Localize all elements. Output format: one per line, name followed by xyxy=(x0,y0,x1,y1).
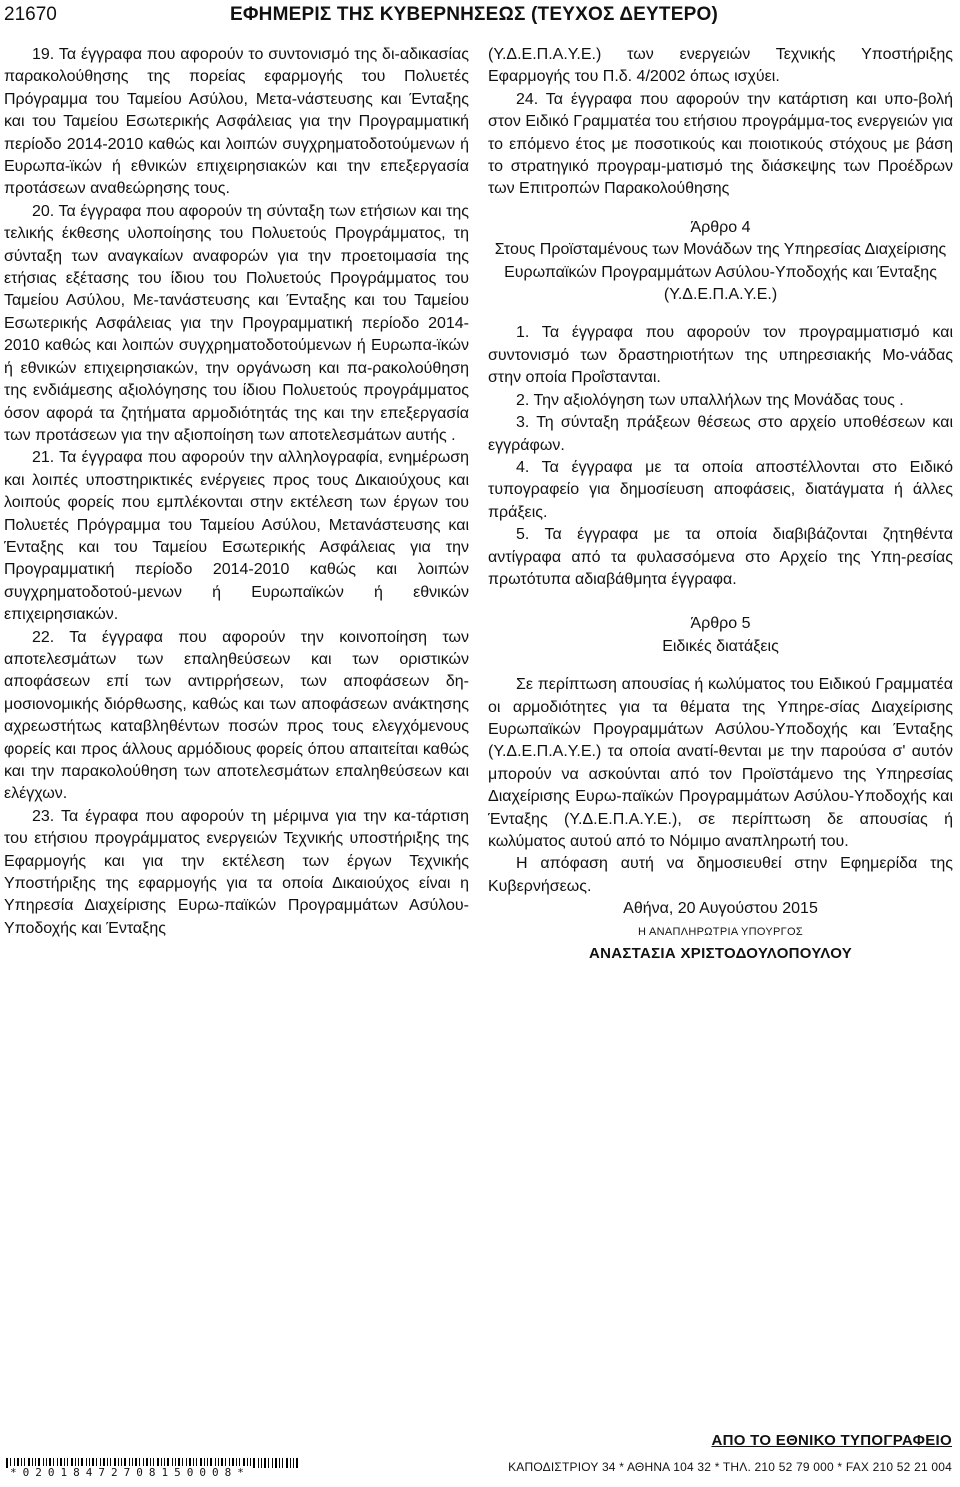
barcode-bar xyxy=(258,1458,259,1468)
article-4-item-2: 2. Την αξιολόγηση των υπαλλήλων της Μονάδας τους . xyxy=(516,391,904,409)
barcode-bar xyxy=(261,1458,262,1468)
paragraph-23-continued: (Υ.Δ.Ε.Π.Α.Υ.Ε.) των ενεργειών Τεχνικής Υποστήριξης Εφαρμογής του Π.δ. 4/2002 όπως ισχύει. xyxy=(488,46,953,86)
barcode-bar xyxy=(282,1458,283,1468)
left-column xyxy=(4,44,469,940)
paragraph-21: 21. Τα έγγραφα που αφορούν την αλληλογραφία, ενημέρωση και λοιπές υποστηρικτικές ενέργειες προς τους Δικαιούχους και λοιπούς φορείς που εμπλέκονται στην εκτέλεση των έργων του Πολυετές Πρόγραμμα του Ταμείου Ασύλου, Μετανάστευσης και Ένταξης και του Ταμείου Εσωτερικής Ασφάλειας για την Προγραμματική περίοδο 2014-2010 καθώς και λοιπών συγχρηματοδοτού-μενων ή Ευρωπαϊκών ή εθνικών επιχειρησιακών. xyxy=(4,449,469,624)
barcode-bar xyxy=(293,1458,294,1468)
article-4-item-4: 4. Τα έγγραφα με τα οποία αποστέλλονται στο Ειδικό τυπογραφείο για δημοσίευση αποφάσεις, διατάγματα ή άλλες πράξεις. xyxy=(488,458,953,521)
barcode-bar xyxy=(253,1458,255,1468)
article-4-item-5: 5. Τα έγγραφα με τα οποία διαβιβάζονται ζητηθέντα αντίγραφα από τα φυλασσόμενα στο Αρχείο της Υπη-ρεσίας πρωτότυπα αδιαβάθμητα έγγραφα. xyxy=(488,526,953,588)
paragraph-23: 23. Τα έγραφα που αφορούν τη μέριμνα για την κα-τάρτιση του ετήσιου προγράμματος ενεργειών Τεχνικής υποστήριξης της Εφαρμογής και για την εκτέλεση των έργων Τεχνικής Υποστήριξης της εφαρμογής για τα οποία Δικαιούχος είναι η Υπηρεσία Διαχείρισης Ευρω-παϊκών Προγραμμάτων Ασύλου-Υποδοχής και Ένταξης xyxy=(4,807,469,937)
signer-name: ΑΝΑΣΤΑΣΙΑ ΧΡΙΣΤΟΔΟΥΛΟΠΟΥΛΟΥ xyxy=(588,945,853,963)
barcode-bar xyxy=(275,1458,277,1468)
barcode-number: *02018472708150008* xyxy=(10,1466,250,1479)
barcode-bar xyxy=(264,1458,266,1468)
paragraph-24: 24. Τα έγγραφα που αφορούν την κατάρτιση και υπο-βολή στον Ειδικό Γραμματέα του ετήσιου προγράμμα-τος ενεργειών για το επόμενο έτος με ποσοτικούς και ποιοτικούς στόχους με βάση το στρατηγικό προγραμ-ματισμό της διάσκεψης των Προέδρων των Επιτροπών Παρακολούθησης xyxy=(488,90,953,198)
barcode-bar xyxy=(290,1458,291,1468)
article-4-subtitle: Στους Προϊσταμένους των Μονάδων της Υπηρεσίας Διαχείρισης Ευρωπαϊκών Προγραμμάτων Ασύλου-Υποδοχής και Ένταξης (Υ.Δ.Ε.Π.Α.Υ.Ε.) xyxy=(494,241,947,304)
printer-address: ΚΑΠΟΔΙΣΤΡΙΟΥ 34 * ΑΘΗΝΑ 104 32 * ΤΗΛ. 210 52 79 000 * FAX 210 52 21 004 xyxy=(508,1460,952,1474)
page-number: 21670 xyxy=(4,4,57,25)
article-4-item-1: 1. Τα έγγραφα που αφορούν τον προγραμματισμό και συντονισμό των δραστηριοτήτων της υπηρεσιακής Μο-νάδας στην οποία Προΐστανται. xyxy=(488,324,953,387)
date-line: Αθήνα, 20 Αυγούστου 2015 xyxy=(623,900,818,918)
article-4-item-3: 3. Τη σύνταξη πράξεων θέσεως στο αρχείο υποθέσεων και εγγράφων. xyxy=(488,414,953,454)
barcode-bar xyxy=(279,1458,280,1468)
article-5-subtitle: Ειδικές διατάξεις xyxy=(662,637,779,655)
paragraph-19: 19. Τα έγγραφα που αφορούν το συντονισμό της δι-αδικασίας παρακολούθησης της πορείας εφαρμογής του Πολυετές Πρόγραμμα του Ταμείου Ασύλου, Μετα-νάστευσης και Ένταξης και του Ταμείου Εσωτερικής Ασφάλειας για την Προγραμματική περίοδο 2014-2010 καθώς και λοιπών συγχρηματοδοτούμενων ή Ευρωπα-ϊκών ή εθνικών επιχειρησιακών και την επεξεργασία προτάσεων αναθεώρησης τους. xyxy=(4,46,469,198)
printer-name: ΑΠΟ ΤΟ ΕΘΝΙΚΟ ΤΥΠΟΓΡΑΦΕΙΟ xyxy=(711,1432,952,1449)
right-column xyxy=(488,44,953,965)
article-5-paragraph-2: Η απόφαση αυτή να δημοσιευθεί στην Εφημερίδα της Κυβερνήσεως. xyxy=(488,855,953,895)
gazette-title: ΕΦΗΜΕΡΙΣ ΤΗΣ ΚΥΒΕΡΝΗΣΕΩΣ (ΤΕΥΧΟΣ ΔΕΥΤΕΡΟ) xyxy=(230,4,718,25)
paragraph-20: 20. Τα έγγραφα που αφορούν τη σύνταξη των ετήσιων και της τελικής έκθεσης υλοποίησης του Πολυετούς Προγράμματος, τη σύνταξη των αναγκαίων αναφορών για την προετοιμασία της ετήσιας εξέτασης του ίδιου του Πολυετούς Προγράμματος του Ταμείου Ασύλου, Με-τανάστευσης και Ένταξης και του Ταμείου Εσωτερικής Ασφάλειας για την Προγραμματική περίοδο 2014-2010 καθώς και λοιπών συγχρηματοδοτούμενων ή Ευρωπα-ϊκών ή εθνικών επιχειρησιακών, την οργάνωση και πα-ρακολούθηση της ενδιάμεσης αξιολόγησης του ίδιου Πολυετούς προγράμματος όσον αφορά τα ζητήματα αρμοδιότητάς της και την επεξεργασία των προτάσεων για την αξιοποίηση των αποτελεσμάτων αυτής . xyxy=(4,202,469,444)
article-5-paragraph-1: Σε περίπτωση απουσίας ή κωλύματος του Ειδικού Γραμματέα οι αρμοδιότητες για τα θέματα της Υπηρε-σίας Διαχείρισης Ευρωπαϊκών Προγραμμάτων Ασύλου-Υποδοχής και Ένταξης (Υ.Δ.Ε.Π.Α.Υ.Ε.) τα οποία ανατί-θενται με την παρούσα σ' αυτόν μπορούν να ασκούνται από τον Προϊστάμενο της Υπηρεσίας Διαχείρισης Ευρω-παϊκών Προγραμμάτων Ασύλου-Υποδοχής και Ένταξης (Υ.Δ.Ε.Π.Α.Υ.Ε.), σε περίπτωση δε απουσίας ή κωλύματος αυτού από το Νόμιμο αναπληρωτή του. xyxy=(488,676,953,850)
barcode-bar xyxy=(296,1458,298,1468)
article-5-title: Άρθρο 5 xyxy=(690,615,751,633)
signer-role: Η ΑΝΑΠΛΗΡΩΤΡΙΑ ΥΠΟΥΡΓΟΣ xyxy=(638,925,803,938)
barcode-bar xyxy=(286,1458,288,1468)
article-4-title: Άρθρο 4 xyxy=(690,218,751,236)
barcode-bar xyxy=(272,1458,273,1468)
paragraph-22: 22. Τα έγγραφα που αφορούν την κοινοποίηση των αποτελεσμάτων των επαληθεύσεων και των οριστικών αποφάσεων επί των αντιρρήσεων, των αποφάσεων δη-μοσιονομικής διόρθωσης, καθώς και των αποφάσεων ανάκτησης αχρεωστήτως καταβληθέντων ποσών προς τους ελεγχόμενους φορείς και προς άλλους αρμόδιους φορείς όπου απαιτείται καθώς και την παρακολούθηση των αποτελεσμάτων επαληθεύσεων και ελέγχων. xyxy=(4,628,469,803)
barcode-bar xyxy=(268,1458,269,1468)
